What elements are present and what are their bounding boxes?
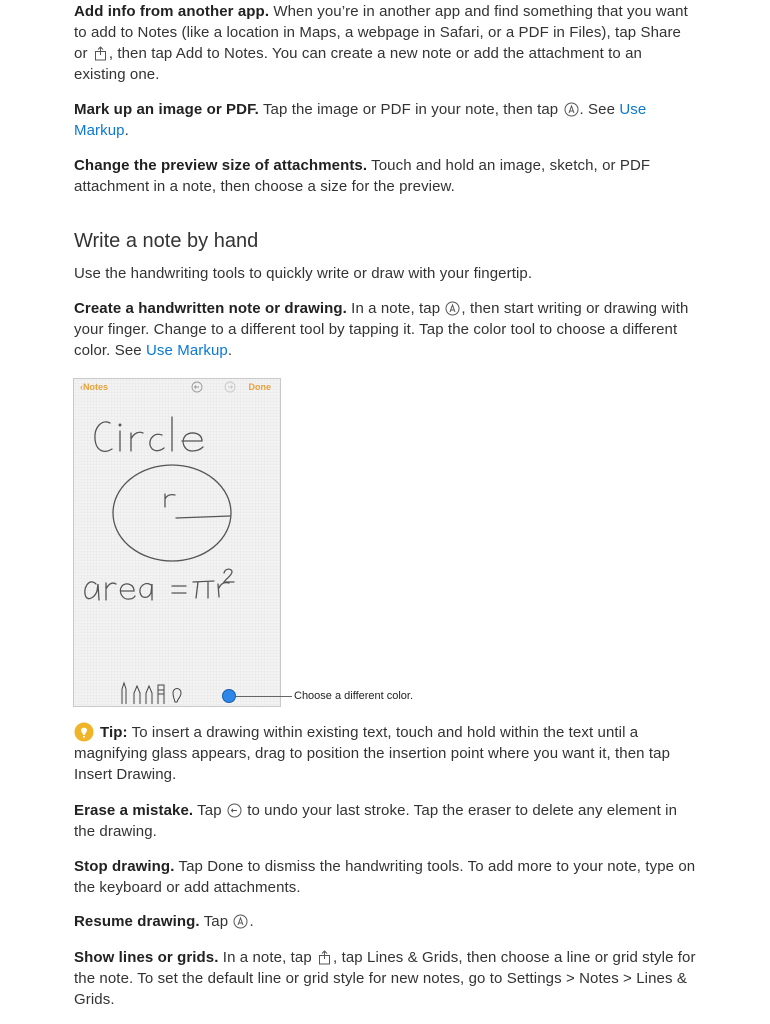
stop-paragraph <box>74 856 696 898</box>
color-callout: Choose a different color. <box>294 690 414 702</box>
lines-text: In a note, tap <box>218 949 317 966</box>
add-info-text: When you’re in another app and find something that you want to add to Notes (like a location in Maps, a webpage in Safari, or a PDF in Files), tap Share or <box>74 3 688 62</box>
create-paragraph <box>74 298 696 361</box>
phone-back-button[interactable]: ‹Notes <box>80 382 109 392</box>
erase-text-end: to undo your last stroke. Tap the eraser to delete any element in the drawing. <box>74 802 678 840</box>
callout-line <box>236 696 292 697</box>
resume-text-end: . <box>249 913 254 930</box>
lines-lead: Show lines or grids. <box>74 949 219 966</box>
create-text: In a note, tap <box>346 300 445 317</box>
create-text-mid: , then start writing or drawing with your finger. Change to a different tool by tapping it. Tap the color tool to choose a different color. See <box>74 300 689 359</box>
create-lead: Create a handwritten note or drawing. <box>74 300 347 317</box>
create-text-end: . <box>227 342 233 359</box>
marker-tool-icon <box>134 686 140 704</box>
tip-paragraph <box>74 722 696 785</box>
preview-text: Touch and hold an image, sketch, or PDF attachment in a note, then choose a size for the preview. <box>74 157 651 195</box>
phone-screenshot <box>73 378 281 707</box>
color-picker-button[interactable] <box>222 689 236 703</box>
pencil-tool-icon <box>146 686 152 704</box>
phone-done-button[interactable]: Done <box>248 382 271 392</box>
drawing-tools[interactable] <box>118 681 218 705</box>
lines-text-end: , tap Lines & Grids, then choose a line or grid style for the note. To set the default line or grid style for new notes, go to Settings > Notes > Lines & Grids. <box>74 949 696 1008</box>
lasso-tool-icon <box>173 689 181 703</box>
erase-paragraph <box>74 800 696 842</box>
share-icon <box>317 950 332 965</box>
handwriting-drawing <box>74 379 280 706</box>
markup-text-see: . See <box>579 101 620 118</box>
share-icon <box>93 46 108 61</box>
section-heading: Write a note by hand <box>74 230 259 252</box>
stop-lead: Stop drawing. <box>74 858 175 875</box>
markup-icon <box>233 914 248 929</box>
use-markup-link[interactable]: Use Markup <box>145 342 228 359</box>
pen-tool-icon <box>122 683 126 704</box>
markup-icon <box>564 102 579 117</box>
tip-lead: Tip: <box>100 724 128 741</box>
eraser-tool-icon <box>158 685 164 704</box>
markup-icon <box>445 301 460 316</box>
add-info-paragraph <box>74 1 696 85</box>
phone-back-label: Notes <box>83 382 109 392</box>
undo-icon <box>227 803 242 818</box>
add-info-text-end: , then tap Add to Notes. You can create a new note or add the attachment to an existing one. <box>74 45 642 83</box>
markup-text: Tap the image or PDF in your note, then tap <box>258 101 563 118</box>
stop-text: Tap Done to dismiss the handwriting tools. To add more to your note, type on the keyboard or add attachments. <box>74 858 696 896</box>
markup-paragraph <box>74 99 696 141</box>
markup-lead: Mark up an image or PDF. <box>74 101 259 118</box>
preview-paragraph <box>74 155 696 197</box>
lines-paragraph <box>74 947 696 1010</box>
resume-lead: Resume drawing. <box>74 913 200 930</box>
resume-text: Tap <box>199 913 233 930</box>
preview-lead: Change the preview size of attachments. <box>74 157 368 174</box>
add-info-lead: Add info from another app. <box>74 3 270 20</box>
use-markup-link[interactable]: Use Markup <box>74 101 647 139</box>
resume-paragraph <box>74 911 696 932</box>
markup-text-end: . <box>124 122 129 139</box>
tip-text: To insert a drawing within existing text, touch and hold within the text until a magnifying glass appears, drag to position the insertion point where you want it, then tap Insert Drawing. <box>74 724 671 783</box>
section-intro: Use the handwriting tools to quickly write or draw with your fingertip. <box>74 265 533 282</box>
erase-lead: Erase a mistake. <box>74 802 194 819</box>
erase-text: Tap <box>193 802 226 819</box>
